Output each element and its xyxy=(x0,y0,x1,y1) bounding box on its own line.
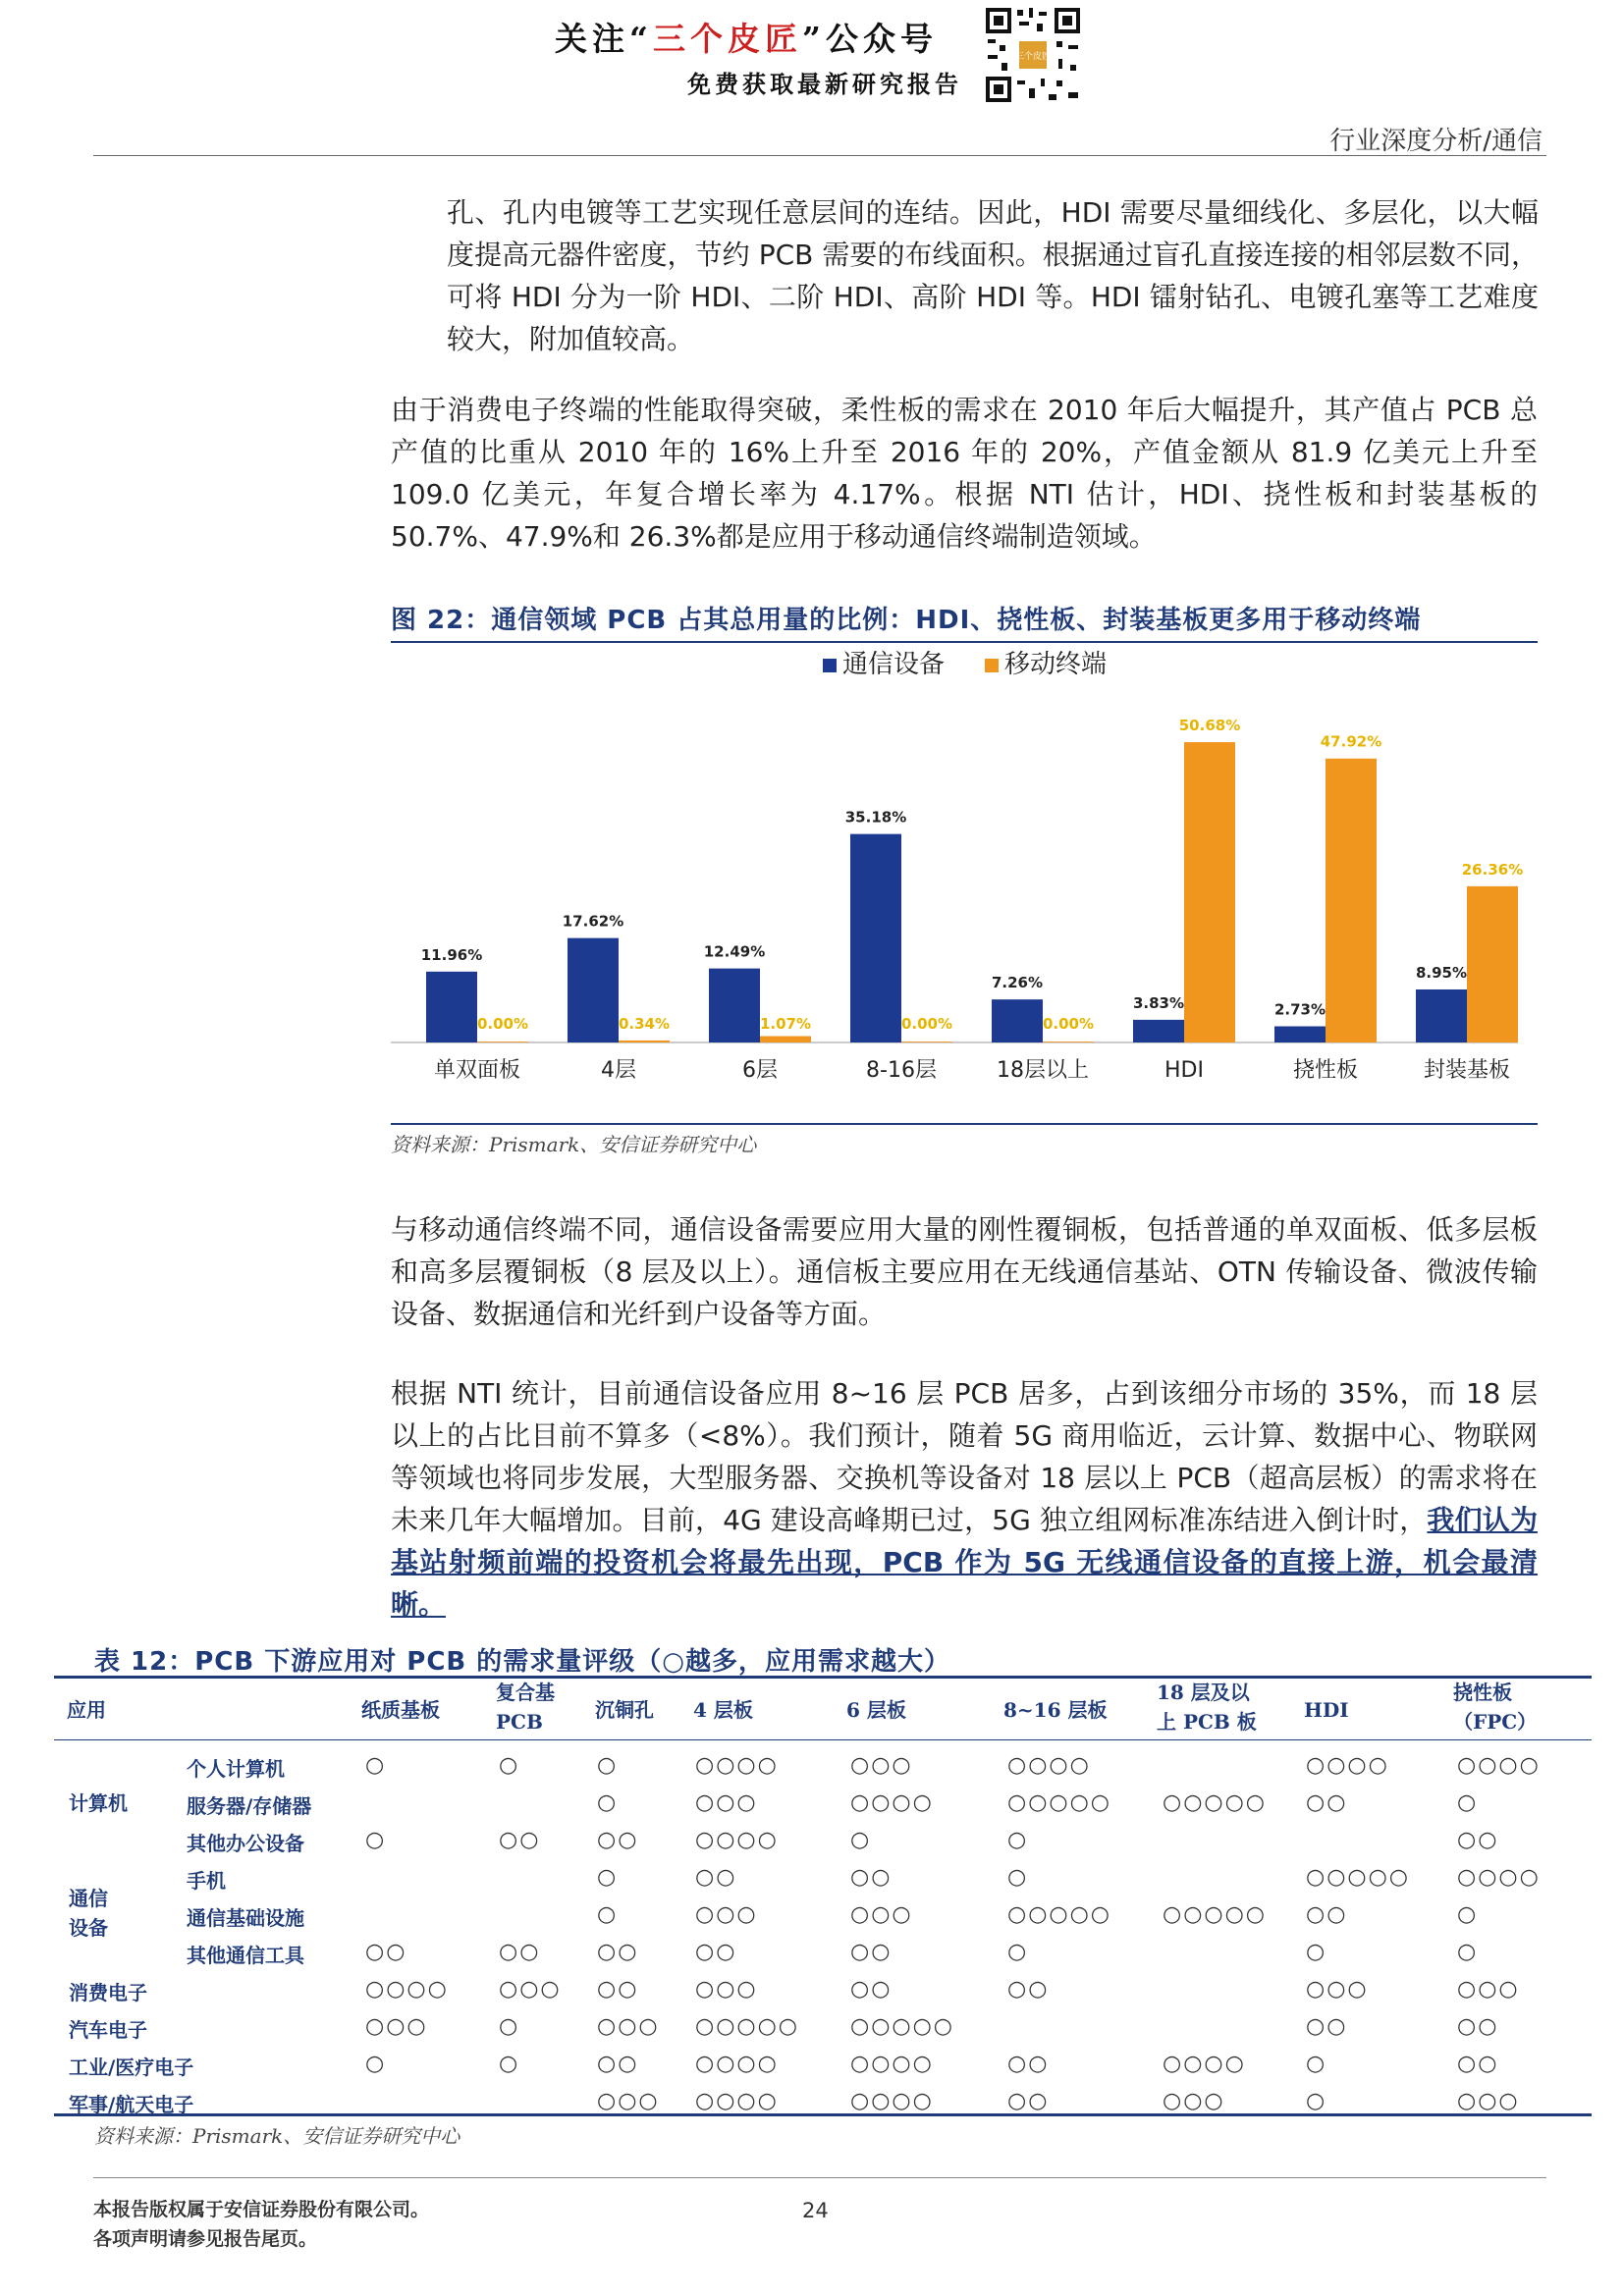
rating-cell: ○ xyxy=(365,1828,387,1852)
table-source: 资料来源：Prismark、安信证券研究中心 xyxy=(94,2124,460,2148)
rating-cell: ○○○○ xyxy=(1457,1753,1541,1778)
group-label-comm-a: 通信 xyxy=(69,1887,108,1910)
row-label: 手机 xyxy=(187,1869,226,1893)
figure-title: 图 22：通信领域 PCB 占其总用量的比例：HDI、挠性板、封装基板更多用于移动终端 xyxy=(391,606,1422,635)
rating-cell: ○○ xyxy=(850,1977,893,2002)
x-tick-label-6: 挠性板 xyxy=(1292,1058,1359,1083)
rating-cell: ○○ xyxy=(1306,2014,1348,2039)
bar-label-0-6: 2.73% xyxy=(1273,1000,1326,1019)
bar-label-0-3: 35.18% xyxy=(844,808,907,827)
rating-cell: ○○○ xyxy=(1457,2089,1520,2113)
bar-label-0-0: 11.96% xyxy=(420,945,483,964)
qr-code-icon[interactable] xyxy=(984,6,1082,104)
x-tick-label-2: 6层 xyxy=(742,1058,778,1083)
paragraph-nti-stats: 根据 NTI 统计，目前通信设备应用 8~16 层 PCB 居多，占到该细分市场的 35%，而 18 层以上的占比目前不算多（<8%）。我们预计，随着 5G 商用临近，云计算、数据中心、物联网等领域也将同步发展，大型服务器、交换机等设备对 18 层以上 PCB（超高层板）的需求将在未来几年大幅增加。目前，4G 建设高峰期已过，5G 独立组网标准冻结进入倒计时，我们认为基站射频前端的投资机会将最先出现，PCB 作为 5G 无线通信设备的直接上游，机会最清晰。 xyxy=(391,1377,1538,1621)
rating-cell: ○○ xyxy=(499,1828,541,1852)
bar-label-0-5: 3.83% xyxy=(1132,993,1185,1012)
rating-cell: ○○ xyxy=(499,1940,541,1964)
rating-cell: ○○ xyxy=(1306,1902,1348,1927)
rating-cell: ○ xyxy=(1306,1940,1327,1964)
rating-cell: ○○○ xyxy=(1163,2089,1225,2113)
bar-1-4 xyxy=(1043,1041,1094,1042)
bar-label-1-4: 0.00% xyxy=(1042,1015,1095,1033)
rating-cell: ○○○○ xyxy=(695,1828,779,1852)
legend-label-0: 通信设备 xyxy=(842,650,946,679)
rating-cell: ○○○ xyxy=(597,2089,660,2113)
rating-cell: ○○○ xyxy=(499,1977,562,2002)
rating-cell: ○○○○ xyxy=(695,2089,779,2113)
footer-disclaimer: 各项声明请参见报告尾页。 xyxy=(93,2228,318,2250)
bar-1-5 xyxy=(1184,742,1235,1042)
bar-0-4 xyxy=(992,999,1043,1042)
rating-cell: ○○ xyxy=(695,1940,737,1964)
key-conclusion: 我们认为基站射频前端的投资机会将最先出现，PCB 作为 5G 无线通信设备的直接上游，机会最清晰。 xyxy=(391,1504,1538,1621)
bar-label-1-2: 1.07% xyxy=(759,1015,812,1033)
rating-cell: ○○○○ xyxy=(850,1790,934,1815)
legend-swatch-0 xyxy=(823,659,837,672)
table-header-fpc-a: 挠性板 xyxy=(1453,1681,1512,1704)
rating-cell: ○ xyxy=(365,2052,387,2076)
rating-cell: ○○○○ xyxy=(695,2052,779,2076)
table-header-rule xyxy=(54,1739,1592,1740)
table-header-6layer: 6 层板 xyxy=(846,1698,906,1722)
figure-top-rule xyxy=(391,641,1538,643)
rating-cell: ○ xyxy=(597,1753,619,1778)
bar-0-7 xyxy=(1416,989,1467,1042)
rating-cell: ○○○○○ xyxy=(1163,1790,1267,1815)
rating-cell: ○○○ xyxy=(695,1977,758,2002)
rating-cell: ○○○ xyxy=(695,1790,758,1815)
bar-label-0-7: 8.95% xyxy=(1415,963,1468,982)
rating-cell: ○○ xyxy=(1457,2052,1499,2076)
row-label: 军事/航天电子 xyxy=(69,2093,194,2116)
promo-brand: 三个皮匠 xyxy=(652,20,802,58)
footer-divider xyxy=(93,2177,1546,2178)
table-header-18layer-a: 18 层及以 xyxy=(1157,1681,1250,1704)
x-tick-label-1: 4层 xyxy=(601,1058,636,1083)
row-label: 汽车电子 xyxy=(69,2018,147,2042)
footer-copyright: 本报告版权属于安信证券股份有限公司。 xyxy=(93,2199,430,2220)
row-label: 其他办公设备 xyxy=(187,1832,304,1855)
rating-cell: ○ xyxy=(499,2052,520,2076)
table-header-composite-b: PCB xyxy=(496,1710,543,1734)
bar-label-1-6: 47.92% xyxy=(1320,732,1382,751)
rating-cell: ○○ xyxy=(1457,2014,1499,2039)
paragraph-flex-board: 由于消费电子终端的性能取得突破，柔性板的需求在 2010 年后大幅提升，其产值占 PCB 总产值的比重从 2010 年的 16%上升至 2016 年的 20%，产值金额从 81.9 亿美元上升至 109.0 亿美元，年复合增长率为 4.17%。根据 NTI 估计，HDI、挠性板和封装基板的 50.7%、47.9%和 26.3%都是应用于移动通信终端制造领域。 xyxy=(391,394,1538,553)
bar-label-0-2: 12.49% xyxy=(703,942,766,961)
bar-label-1-1: 0.34% xyxy=(618,1015,671,1033)
bar-chart xyxy=(391,648,1538,1119)
legend-swatch-1 xyxy=(985,659,999,672)
bar-0-5 xyxy=(1133,1020,1184,1042)
row-label: 工业/医疗电子 xyxy=(69,2056,194,2079)
rating-cell: ○ xyxy=(1306,2052,1327,2076)
rating-cell: ○○ xyxy=(1007,1977,1050,2002)
rating-cell: ○○○ xyxy=(850,1902,913,1927)
table-header-plated-hole: 沉铜孔 xyxy=(595,1698,654,1722)
rating-cell: ○○○ xyxy=(1457,1977,1520,2002)
x-tick-label-4: 18层以上 xyxy=(997,1058,1089,1083)
bar-1-1 xyxy=(619,1041,670,1042)
rating-cell: ○○ xyxy=(597,1977,639,2002)
rating-cell: ○○ xyxy=(695,1865,737,1890)
rating-cell: ○○○○○ xyxy=(850,2014,954,2039)
table-header-18layer-b: 上 PCB 板 xyxy=(1157,1710,1257,1734)
bar-1-3 xyxy=(901,1041,952,1042)
bar-0-6 xyxy=(1274,1027,1326,1042)
rating-cell: ○○○○ xyxy=(1457,1865,1541,1890)
row-label: 服务器/存储器 xyxy=(187,1794,312,1818)
rating-cell: ○ xyxy=(499,1753,520,1778)
rating-cell: ○○○○ xyxy=(365,1977,449,2002)
table-title: 表 12：PCB 下游应用对 PCB 的需求量评级（○越多，应用需求越大） xyxy=(94,1647,950,1677)
bar-label-0-4: 7.26% xyxy=(991,974,1044,992)
bar-1-2 xyxy=(760,1037,811,1042)
table-header-8-16layer: 8~16 层板 xyxy=(1003,1698,1108,1722)
svg-text:三个皮匠: 三个皮匠 xyxy=(1014,52,1052,62)
rating-cell: ○ xyxy=(597,1790,619,1815)
bar-label-1-7: 26.36% xyxy=(1461,860,1524,879)
rating-cell: ○○ xyxy=(1007,2052,1050,2076)
rating-cell: ○○ xyxy=(597,1940,639,1964)
x-tick-label-7: 封装基板 xyxy=(1423,1058,1511,1083)
rating-cell: ○○○ xyxy=(597,2014,660,2039)
rating-cell: ○○ xyxy=(850,1865,893,1890)
page-number: 24 xyxy=(802,2199,829,2222)
rating-cell: ○○ xyxy=(597,2052,639,2076)
header-divider xyxy=(93,155,1546,156)
rating-cell: ○○○ xyxy=(365,2014,428,2039)
x-tick-label-5: HDI xyxy=(1164,1058,1204,1083)
rating-cell: ○ xyxy=(1306,2089,1327,2113)
rating-cell: ○ xyxy=(365,1753,387,1778)
rating-cell: ○○ xyxy=(1306,1790,1348,1815)
table-header-hdi: HDI xyxy=(1304,1698,1349,1722)
paragraph-hdi: 孔、孔内电镀等工艺实现任意层间的连结。因此，HDI 需要尽量细线化、多层化，以大幅度提高元器件密度，节约 PCB 需要的布线面积。根据通过盲孔直接连接的相邻层数不同，可将 HDI 分为一阶 HDI、二阶 HDI、高阶 HDI 等。HDI 镭射钻孔、电镀孔塞等工艺难度较大，附加值较高。 xyxy=(447,196,1539,355)
rating-cell: ○○○○ xyxy=(695,1753,779,1778)
rating-cell: ○ xyxy=(1457,1902,1479,1927)
x-tick-label-0: 单双面板 xyxy=(433,1058,521,1083)
bar-0-3 xyxy=(850,834,901,1042)
rating-cell: ○ xyxy=(1457,1940,1479,1964)
rating-cell: ○○ xyxy=(365,1940,407,1964)
table-bottom-rule xyxy=(54,2113,1592,2116)
rating-cell: ○○○○ xyxy=(850,2052,934,2076)
rating-cell: ○○ xyxy=(597,1828,639,1852)
rating-cell: ○ xyxy=(1007,1940,1029,1964)
rating-cell: ○○○ xyxy=(1306,1977,1369,2002)
rating-cell: ○○○ xyxy=(850,1753,913,1778)
table-header-fpc-b: （FPC） xyxy=(1453,1710,1538,1734)
promo-title: 关注“三个皮匠”公众号 xyxy=(555,20,938,58)
bar-1-7 xyxy=(1467,886,1518,1042)
group-label-computer: 计算机 xyxy=(69,1791,128,1815)
rating-cell: ○○○○○ xyxy=(1007,1902,1111,1927)
bar-label-0-1: 17.62% xyxy=(562,912,624,931)
rating-cell: ○○○○○ xyxy=(1306,1865,1410,1890)
row-label: 消费电子 xyxy=(69,1981,147,2004)
doc-type-label: 行业深度分析/通信 xyxy=(1329,127,1543,156)
rating-cell: ○ xyxy=(850,1828,872,1852)
row-label: 个人计算机 xyxy=(187,1757,285,1781)
bar-1-0 xyxy=(477,1041,528,1042)
table-header-app: 应用 xyxy=(67,1698,106,1722)
table-header-4layer: 4 层板 xyxy=(693,1698,753,1722)
rating-cell: ○○○○○ xyxy=(1007,1790,1111,1815)
rating-cell: ○○○ xyxy=(695,1902,758,1927)
table-top-rule xyxy=(54,1676,1592,1679)
rating-cell: ○○ xyxy=(1007,2089,1050,2113)
rating-cell: ○○○○ xyxy=(850,2089,934,2113)
rating-cell: ○○○○ xyxy=(1007,1753,1091,1778)
paragraph-comm-equipment: 与移动通信终端不同，通信设备需要应用大量的刚性覆铜板，包括普通的单双面板、低多层板和高多层覆铜板（8 层及以上）。通信板主要应用在无线通信基站、OTN 传输设备、微波传输设备、数据通信和光纤到户设备等方面。 xyxy=(391,1213,1538,1330)
row-label: 通信基础设施 xyxy=(187,1906,304,1930)
bar-label-1-3: 0.00% xyxy=(900,1015,953,1033)
bar-0-0 xyxy=(426,972,477,1042)
row-label: 其他通信工具 xyxy=(187,1944,304,1967)
figure-source: 资料来源：Prismark、安信证券研究中心 xyxy=(391,1133,757,1156)
bar-0-1 xyxy=(568,938,619,1042)
bar-1-6 xyxy=(1326,759,1377,1042)
rating-cell: ○○ xyxy=(850,1940,893,1964)
rating-cell: ○ xyxy=(1007,1828,1029,1852)
figure-bottom-rule xyxy=(391,1123,1538,1125)
rating-cell: ○ xyxy=(1007,1865,1029,1890)
promo-subtitle: 免费获取最新研究报告 xyxy=(687,70,962,98)
rating-cell: ○ xyxy=(597,1865,619,1890)
rating-cell: ○○ xyxy=(1457,1828,1499,1852)
bar-0-2 xyxy=(709,969,760,1042)
group-label-comm-b: 设备 xyxy=(69,1916,108,1940)
rating-cell: ○○○○○ xyxy=(1163,1902,1267,1927)
rating-cell: ○○○○○ xyxy=(695,2014,799,2039)
table-header-paper: 纸质基板 xyxy=(361,1698,440,1722)
rating-cell: ○ xyxy=(499,2014,520,2039)
rating-cell: ○ xyxy=(1457,1790,1479,1815)
rating-cell: ○○○○ xyxy=(1163,2052,1246,2076)
bar-label-1-5: 50.68% xyxy=(1178,717,1241,735)
legend-label-1: 移动终端 xyxy=(1004,650,1108,679)
bar-label-1-0: 0.00% xyxy=(476,1015,529,1033)
table-header-composite-a: 复合基 xyxy=(496,1681,555,1704)
rating-cell: ○ xyxy=(597,1902,619,1927)
x-tick-label-3: 8-16层 xyxy=(866,1058,937,1083)
rating-cell: ○○○○ xyxy=(1306,1753,1389,1778)
